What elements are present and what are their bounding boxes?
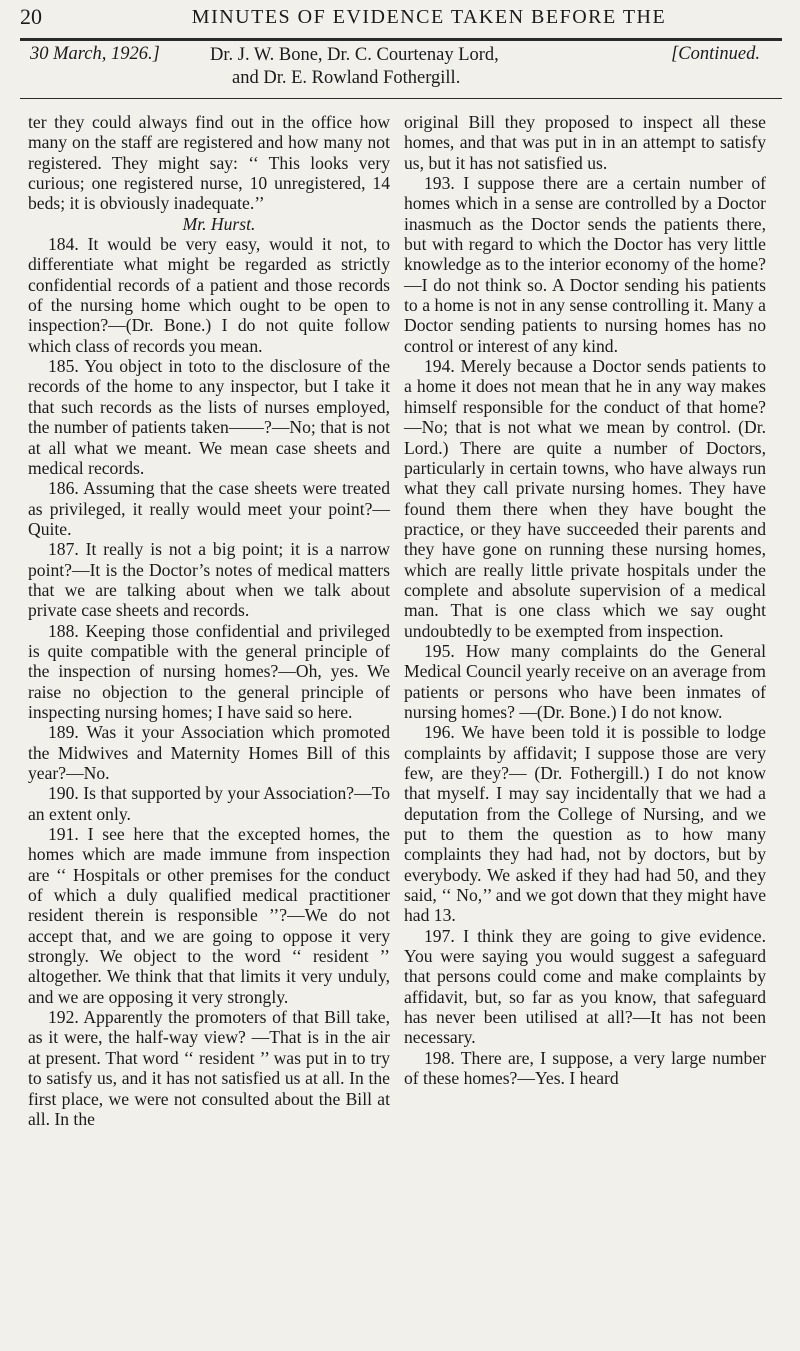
question-197: 197. I think they are going to give evidence. You were saying you would suggest a safeguard that persons could come and make complaints by affidavit, but, so far as you know, that safeguard has never been utilised at all?—It has not been necessary. bbox=[404, 925, 766, 1048]
hearing-bar bbox=[20, 44, 782, 92]
witnesses-line-2: and Dr. E. Rowland Fothergill. bbox=[232, 68, 461, 88]
question-185: 185. You object in toto to the disclosure of the records of the home to any inspector, but I take it that such records as the lists of nurses employed, the number of patients taken——?—No; that is not at all what we meant. We mean case sheets and medical records. bbox=[28, 356, 390, 478]
page-header bbox=[20, 4, 780, 42]
question-196: 196. We have been told it is possible to lodge complaints by affidavit; I suppose those are very few, are they?— (Dr. Fothergill.) I do not know that myself. I may say incidentally that we had a deputation from the College of Nursing, and we put to them the question as to how many complaints they had had, not by doctors, but by everybody. We asked if they had had 50, and they said, ‘‘ No,’’ and we got down that they might have had 13. bbox=[404, 722, 766, 926]
speaker-heading: Mr. Hurst. bbox=[182, 213, 256, 234]
paragraph-continued: original Bill they proposed to inspect all these homes, and that was put in in an attempt to satisfy us, but it has not satisfied us. bbox=[404, 112, 766, 173]
hearing-date: 30 March, 1926.] bbox=[30, 44, 160, 64]
question-187: 187. It really is not a big point; it is a narrow point?—It is the Doctor’s notes of medical matters that we are talking about when we talk about private case sheets and records. bbox=[28, 539, 390, 621]
question-188: 188. Keeping those confidential and privileged is quite compatible with the general principle of the inspection of nursing homes?—Oh, yes. We raise no objection to the general principle of inspecting nursing homes; I have said so here. bbox=[28, 620, 390, 722]
question-184: 184. It would be very easy, would it not, to differentiate what might be regarded as strictly confidential records of a patient and those records of the nursing home which ought to be open to inspection?—(Dr. Bone.) I do not quite follow which class of records you mean. bbox=[28, 234, 390, 356]
witnesses-line-1: Dr. J. W. Bone, Dr. C. Courtenay Lord, bbox=[210, 45, 499, 65]
question-189: 189. Was it your Association which promoted the Midwives and Maternity Homes Bill of this year?—No. bbox=[28, 722, 390, 783]
question-194: 194. Merely because a Doctor sends patients to a home it does not mean that he in any way makes himself responsible for the conduct of that home?—No; that is not what we mean by control. (Dr. Lord.) There are quite a number of Doctors, particularly in certain towns, who have always run what they call private nursing homes. They have found them there when they have bought the practice, or they have succeeded their parents and they have gone on running these nursing homes, which are really little private hospitals under the complete and absolute supervision of a medical man. That is one class which we say ought undoubtedly to be exempted from inspection. bbox=[404, 356, 766, 641]
question-195: 195. How many complaints do the General Medical Council yearly receive on an average from patients or persons who have been inmates of nursing homes? —(Dr. Bone.) I do not know. bbox=[404, 640, 766, 722]
running-title: MINUTES OF EVIDENCE TAKEN BEFORE THE bbox=[191, 6, 667, 28]
question-193: 193. I suppose there are a certain number of homes which in a sense are controlled by a Doctor inasmuch as the Doctor sends the patients there, but with regard to which the Doctor has very little knowledge as to the interior economy of the home?—I do not think so. A Doctor sending his patients to a home is not in any sense controlling it. Many a Doctor sending patients to nursing homes has no control or interest of any kind. bbox=[404, 173, 766, 356]
question-191: 191. I see here that the excepted homes, the homes which are made immune from inspection are ‘‘ Hospitals or other premises for the conduct of which a duly qualified medical practitioner resident therein is responsible ’’?—We do not accept that, and we are going to oppose it very strongly. We object to the word ‘‘ resident ’’ altogether. We think that that limits it very unduly, and we are opposing it very strongly. bbox=[28, 824, 390, 1007]
header-rule bbox=[20, 38, 782, 41]
paragraph-intro: ter they could always find out in the office how many on the staff are registered and how many not registered. They might say: ‘‘ This looks very curious; one registered nurse, 10 unregistered, 14 beds; it is obviously inadequate.’’ bbox=[28, 112, 390, 214]
question-186: 186. Assuming that the case sheets were treated as privileged, it really would meet your point?—Quite. bbox=[28, 478, 390, 539]
witnesses bbox=[210, 44, 630, 90]
continued-label: [Continued. bbox=[671, 44, 760, 64]
question-190: 190. Is that supported by your Association?—To an extent only. bbox=[28, 783, 390, 824]
hearing-rule-left bbox=[20, 98, 782, 99]
question-192: 192. Apparently the promoters of that Bill take, as it were, the half-way view? —That is in the air at present. That word ‘‘ resident ’’ was put in to try to satisfy us, and it has not satisfied us at all. In the first place, we were not consulted about the Bill at all. In the bbox=[28, 1007, 390, 1129]
page-number: 20 bbox=[20, 4, 42, 29]
right-column bbox=[404, 112, 766, 1089]
left-column bbox=[28, 112, 390, 1129]
question-198: 198. There are, I suppose, a very large number of these homes?—Yes. I heard bbox=[404, 1047, 766, 1089]
